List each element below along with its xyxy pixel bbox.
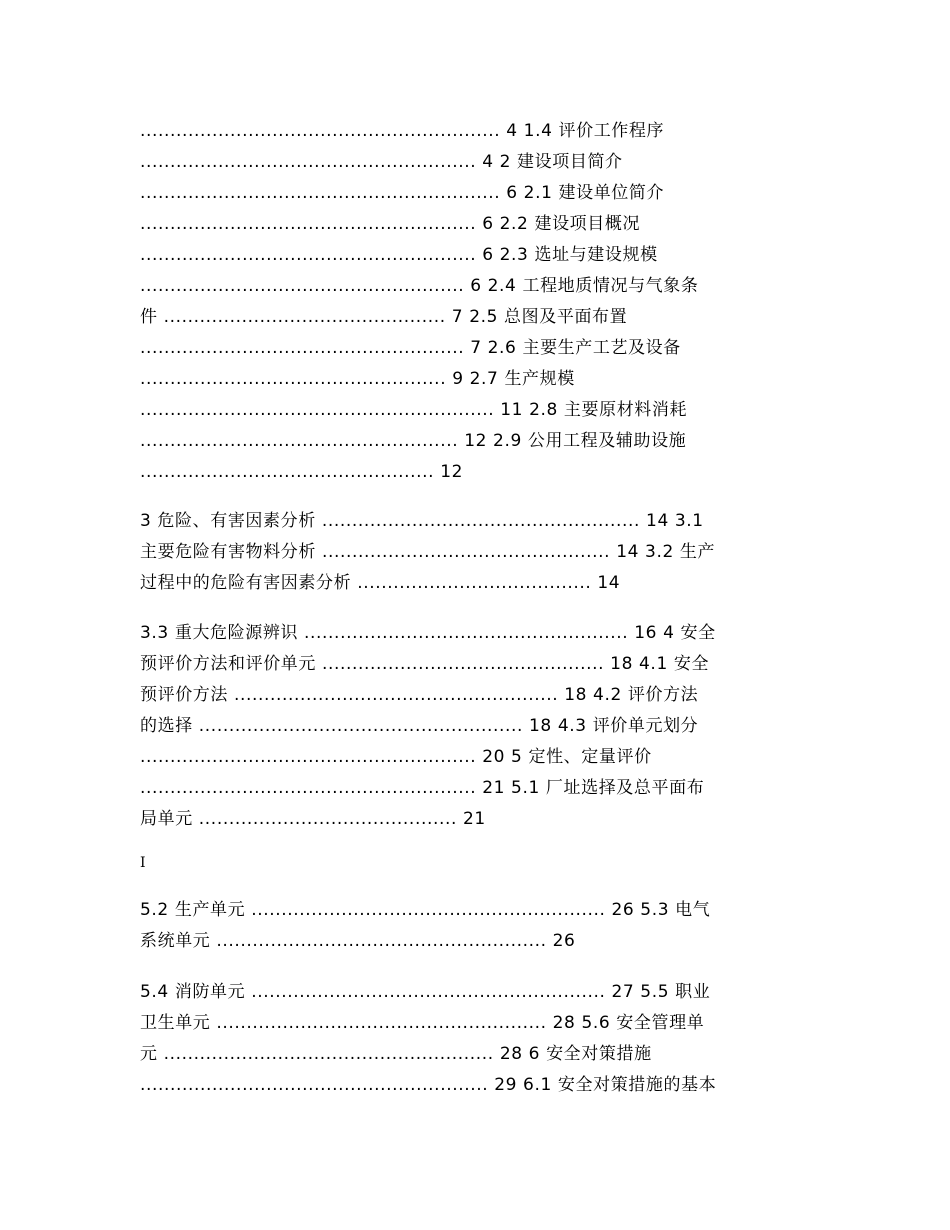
toc-line: 系统单元 ....................................................... 26 [140, 931, 576, 951]
toc-line: ........................................................ 20 5 定性、定量评价 [140, 747, 652, 767]
page-number-mark: I [140, 855, 146, 871]
toc-line: 的选择 ...................................................... 18 4.3 评价单元划分 [140, 716, 699, 736]
toc-line: 预评价方法和评价单元 ............................................... 18 4.1 安全 [140, 654, 710, 674]
toc-line: ........................................................ 21 5.1 厂址选择及总平面布 [140, 778, 705, 798]
toc-block-3 [140, 618, 820, 835]
toc-line: ........................................................ 6 2.3 选址与建设规模 [140, 245, 658, 265]
toc-line: 过程中的危险有害因素分析 ....................................... 14 [140, 573, 621, 593]
toc-line: 件 ............................................... 7 2.5 总图及平面布置 [140, 307, 628, 327]
toc-block-1 [140, 116, 820, 488]
toc-line: ................................................... 9 2.7 生产规模 [140, 369, 575, 389]
toc-line: ............................................................ 4 1.4 评价工作程序 [140, 121, 665, 141]
toc-line: ........................................................... 11 2.8 主要原材料消耗 [140, 400, 688, 420]
toc-block-4 [140, 895, 820, 957]
toc-line: 3 危险、有害因素分析 ..................................................... 14 3.1 [140, 511, 704, 531]
toc-line: 局单元 ........................................... 21 [140, 809, 486, 829]
toc-line: 5.2 生产单元 ........................................................... 26 5.3 电气 [140, 900, 711, 920]
toc-line: .......................................................... 29 6.1 安全对策措施的基本 [140, 1075, 717, 1095]
toc-line: ........................................................ 6 2.2 建设项目概况 [140, 214, 641, 234]
toc-line: 预评价方法 ...................................................... 18 4.2 评价方法 [140, 685, 699, 705]
toc-line: ................................................. 12 [140, 462, 464, 482]
toc-line: 元 ....................................................... 28 6 安全对策措施 [140, 1044, 652, 1064]
toc-line: ........................................................ 4 2 建设项目简介 [140, 152, 623, 172]
toc-line: 卫生单元 ....................................................... 28 5.6 安全管理单 [140, 1013, 705, 1033]
toc-line: 3.3 重大危险源辨识 ...................................................... 16 4 安全 [140, 623, 716, 643]
toc-line: ..................................................... 12 2.9 公用工程及辅助设施 [140, 431, 687, 451]
toc-block-2 [140, 506, 820, 599]
toc-line: 主要危险有害物料分析 ................................................ 14 3.2 生产 [140, 542, 716, 562]
toc-block-5 [140, 977, 820, 1101]
toc-line: 5.4 消防单元 ........................................................... 27 5.5 职业 [140, 982, 711, 1002]
toc-line: ...................................................... 6 2.4 工程地质情况与气象条 [140, 276, 699, 296]
toc-line: ...................................................... 7 2.6 主要生产工艺及设备 [140, 338, 681, 358]
toc-line: ............................................................ 6 2.1 建设单位简介 [140, 183, 665, 203]
